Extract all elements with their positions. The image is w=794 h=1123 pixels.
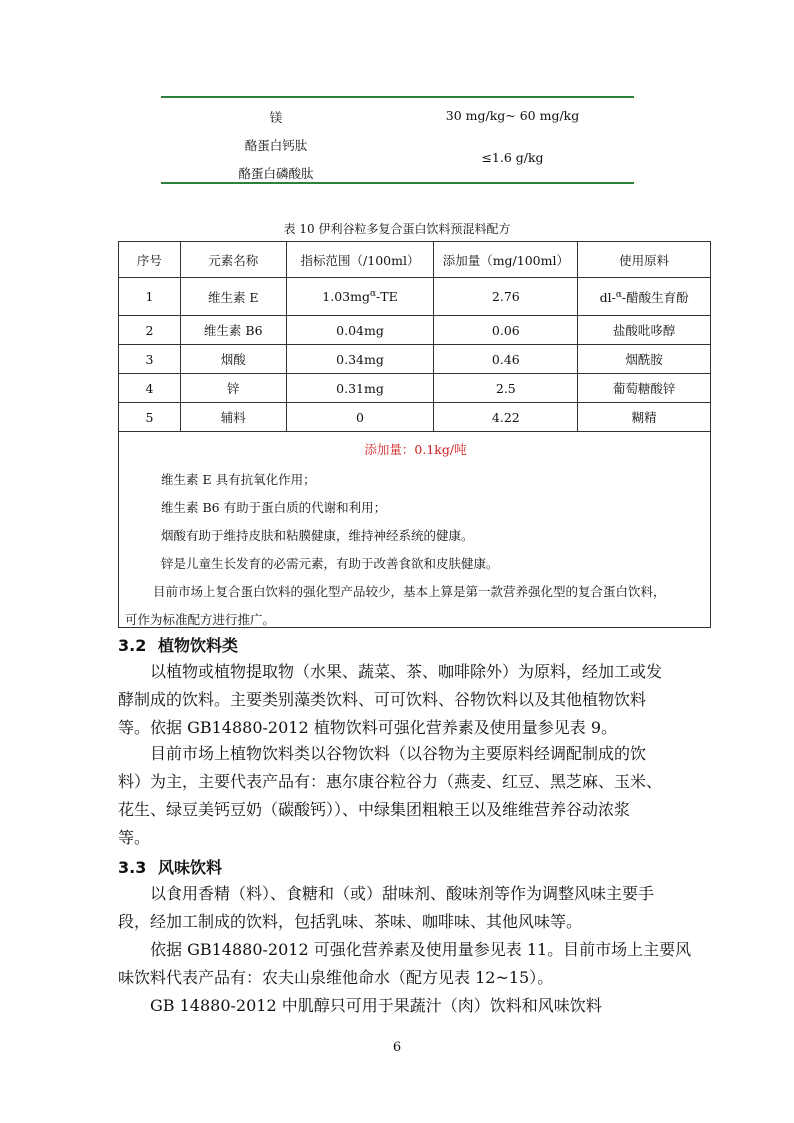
cell-range: 0 bbox=[286, 403, 434, 432]
top-table-name-3: 酪蛋白磷酸肽 bbox=[238, 166, 314, 181]
note-line: 可作为标准配方进行推广。 bbox=[125, 612, 276, 627]
cell-amount: 2.5 bbox=[434, 374, 578, 403]
top-table-value-1: 30 mg/kg~ 60 mg/kg bbox=[445, 108, 580, 123]
table-row bbox=[119, 278, 711, 316]
cell-amount: 4.22 bbox=[434, 403, 578, 432]
header-cell: 使用原料 bbox=[578, 242, 711, 278]
cell-range: 0.34mg bbox=[286, 345, 434, 374]
note-line: 目前市场上复合蛋白饮料的强化型产品较少，基本上算是第一款营养强化型的复合蛋白饮料， bbox=[153, 584, 666, 599]
dosage-note: 添加量：0.1kg/吨 bbox=[364, 442, 467, 457]
section-heading-3-3: 3.3 风味饮料 bbox=[118, 858, 223, 877]
cell-name: 锌 bbox=[180, 374, 286, 403]
cell-range: $1.03mg^\alpha-TE$ bbox=[286, 278, 434, 316]
cell-material: 盐酸吡哆醇 bbox=[578, 316, 711, 345]
note-line: 烟酸有助于维持皮肤和粘膜健康，维持神经系统的健康。 bbox=[161, 528, 474, 543]
cell-range: 0.04mg bbox=[286, 316, 434, 345]
top-table-name-2: 酪蛋白钙肽 bbox=[244, 138, 308, 153]
cell-amount: 2.76 bbox=[434, 278, 578, 316]
paragraph: 以植物或植物提取物（水果、蔬菜、茶、咖啡除外）为原料，经加工或发 酵制成的饮料。主要类别藻类饮料、可可饮料、谷物饮料以及其他植物饮料 等。依据 GB14880-2012 植物饮料可强化营养素及使用量参见表 9。 bbox=[118, 662, 663, 737]
top-table-rule-top bbox=[161, 96, 634, 98]
section-heading-3-2: 3.2 植物饮料类 bbox=[118, 636, 239, 655]
paragraph: 目前市场上植物饮料类以谷物饮料（以谷物为主要原料经调配制成的饮 料）为主，主要代表产品有：惠尔康谷粒谷力（燕麦、红豆、黑芝麻、玉米、 花生、绿豆美钙豆奶（碳酸钙））、中绿集团粗粮王以及维维营养谷动浓浆 等。 bbox=[118, 744, 663, 847]
cell-no: 2 bbox=[119, 316, 181, 345]
notes-row bbox=[119, 432, 711, 628]
note-line: 维生素 B6 有助于蛋白质的代谢和利用； bbox=[161, 500, 387, 515]
cell-material: 烟酰胺 bbox=[578, 345, 711, 374]
note-line: 锌是儿童生长发育的必需元素，有助于改善食欲和皮肤健康。 bbox=[161, 556, 499, 571]
formula-table bbox=[118, 241, 711, 628]
notes-cell bbox=[119, 432, 711, 628]
table-row bbox=[119, 403, 711, 432]
header-cell: 指标范围（/100ml） bbox=[286, 242, 434, 278]
cell-no: 3 bbox=[119, 345, 181, 374]
note-line: 维生素 E 具有抗氧化作用； bbox=[161, 472, 316, 487]
table-row bbox=[119, 345, 711, 374]
cell-no: 4 bbox=[119, 374, 181, 403]
table-row bbox=[119, 316, 711, 345]
cell-name: 烟酸 bbox=[180, 345, 286, 374]
cell-material: dl-$^\alpha$-醋酸生育酚 bbox=[578, 278, 711, 316]
table-caption: 表 10 伊利谷粒多复合蛋白饮料预混料配方 bbox=[283, 222, 511, 236]
cell-material: 葡萄糖酸锌 bbox=[578, 374, 711, 403]
cell-no: 1 bbox=[119, 278, 181, 316]
cell-amount: 0.46 bbox=[434, 345, 578, 374]
cell-name: 维生素 E bbox=[180, 278, 286, 316]
cell-name: 辅料 bbox=[180, 403, 286, 432]
cell-material: 糊精 bbox=[578, 403, 711, 432]
header-cell: 元素名称 bbox=[180, 242, 286, 278]
top-table-name-1: 镁 bbox=[269, 110, 283, 125]
table-row bbox=[119, 374, 711, 403]
header-cell: 序号 bbox=[119, 242, 181, 278]
paragraph: 依据 GB14880-2012 可强化营养素及使用量参见表 11。目前市场上主要风 味饮料代表产品有：农夫山泉维他命水（配方见表 12~15）。 bbox=[118, 940, 692, 987]
top-table-rule-bottom bbox=[161, 182, 634, 184]
cell-name: 维生素 B6 bbox=[180, 316, 286, 345]
paragraph: 以食用香精（料）、食糖和（或）甜味剂、酸味剂等作为调整风味主要手 段，经加工制成的饮料，包括乳味、茶味、咖啡味、其他风味等。 bbox=[118, 884, 655, 931]
header-cell: 添加量（mg/100ml） bbox=[434, 242, 578, 278]
table-header-row bbox=[119, 242, 711, 278]
cell-range: 0.31mg bbox=[286, 374, 434, 403]
cell-amount: 0.06 bbox=[434, 316, 578, 345]
paragraph: GB 14880-2012 中肌醇只可用于果蔬汁（肉）饮料和风味饮料 bbox=[150, 996, 602, 1015]
page-number: 6 bbox=[392, 1040, 402, 1055]
top-table-value-2: ≤1.6 g/kg bbox=[481, 150, 544, 165]
cell-no: 5 bbox=[119, 403, 181, 432]
